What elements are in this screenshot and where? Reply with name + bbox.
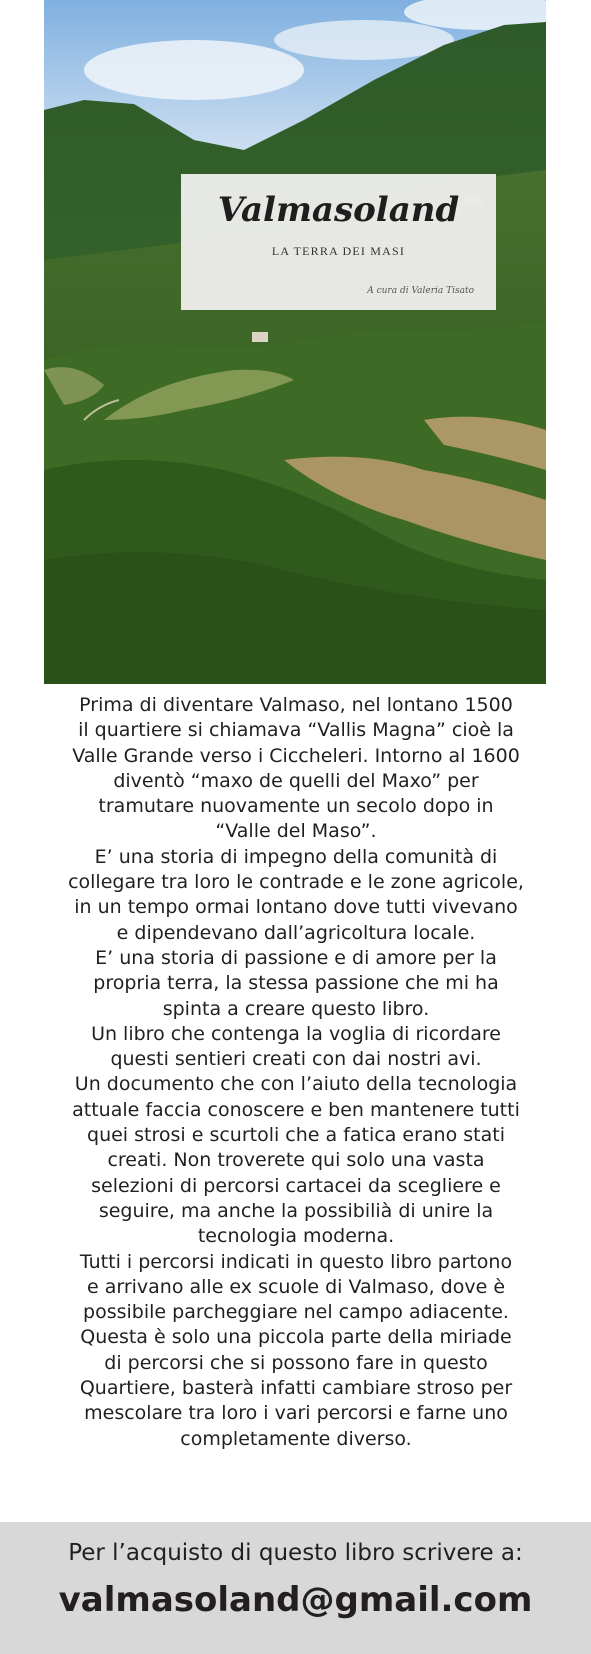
book-title: Valmasoland: [217, 190, 460, 230]
book-description: [24, 693, 568, 1452]
text-line: creati. Non troverete qui solo una vasta: [107, 1149, 485, 1172]
purchase-instructions: Per l’acquisto di questo libro scrivere a:: [68, 1540, 523, 1566]
text-line: e arrivano alle ex scuole di Valmaso, dove è: [86, 1275, 506, 1298]
text-line: tecnologia moderna.: [197, 1225, 395, 1248]
book-author: A cura di Valeria Tisato: [367, 286, 474, 296]
text-line: possibile parcheggiare nel campo adiacente.: [83, 1301, 509, 1324]
text-line: quei strosi e scurtoli che a fatica erano stati: [87, 1124, 505, 1147]
text-line: Prima di diventare Valmaso, nel lontano 1500: [79, 694, 513, 716]
text-line: tramutare nuovamente un secolo dopo in: [98, 795, 494, 818]
text-line: seguire, ma anche la possibilià di unire la: [98, 1199, 494, 1222]
text-line: E’ una storia di impegno della comunità di: [94, 845, 498, 868]
text-line: spinta a creare questo libro.: [162, 997, 430, 1020]
purchase-footer: [0, 1522, 591, 1654]
contact-email[interactable]: valmasoland@gmail.com: [58, 1580, 533, 1620]
text-line: di percorsi che si possono fare in questo: [104, 1351, 488, 1374]
text-line: E’ una storia di passione e di amore per la: [95, 946, 497, 969]
text-line: questi sentieri creati con dai nostri avi.: [110, 1048, 482, 1071]
cover-title-panel: [181, 174, 496, 310]
text-line: e dipendevano dall’agricoltura locale.: [116, 921, 476, 944]
text-line: completamente diverso.: [180, 1427, 412, 1450]
text-line: attuale faccia conoscere e ben mantenere tutti: [72, 1098, 520, 1121]
text-line: Tutti i percorsi indicati in questo libro partono: [79, 1250, 513, 1273]
text-line: il quartiere si chiamava “Vallis Magna” cioè la: [78, 719, 514, 742]
landscape-illustration: [44, 0, 546, 684]
text-line: Un documento che con l’aiuto della tecnologia: [74, 1073, 518, 1096]
text-line: collegare tra loro le contrade e le zone agricole,: [68, 871, 524, 894]
book-cover-photo: [44, 0, 546, 684]
text-line: Quartiere, basterà infatti cambiare stroso per: [79, 1377, 513, 1400]
text-line: “Valle del Maso”.: [215, 820, 377, 843]
text-line: Valle Grande verso i Ciccheleri. Intorno al 1600: [72, 744, 520, 767]
text-line: selezioni di percorsi cartacei da scegliere e: [91, 1174, 501, 1197]
book-subtitle: LA TERRA DEI MASI: [271, 244, 406, 258]
text-line: mescolare tra loro i vari percorsi e farne uno: [84, 1402, 508, 1425]
text-line: propria terra, la stessa passione che mi ha: [93, 972, 499, 995]
text-line: in un tempo ormai lontano dove tutti vivevano: [74, 896, 518, 919]
text-line: Questa è solo una piccola parte della miriade: [80, 1326, 512, 1349]
text-line: diventò “maxo de quelli del Maxo” per: [113, 769, 479, 792]
text-line: Un libro che contenga la voglia di ricordare: [91, 1022, 501, 1045]
